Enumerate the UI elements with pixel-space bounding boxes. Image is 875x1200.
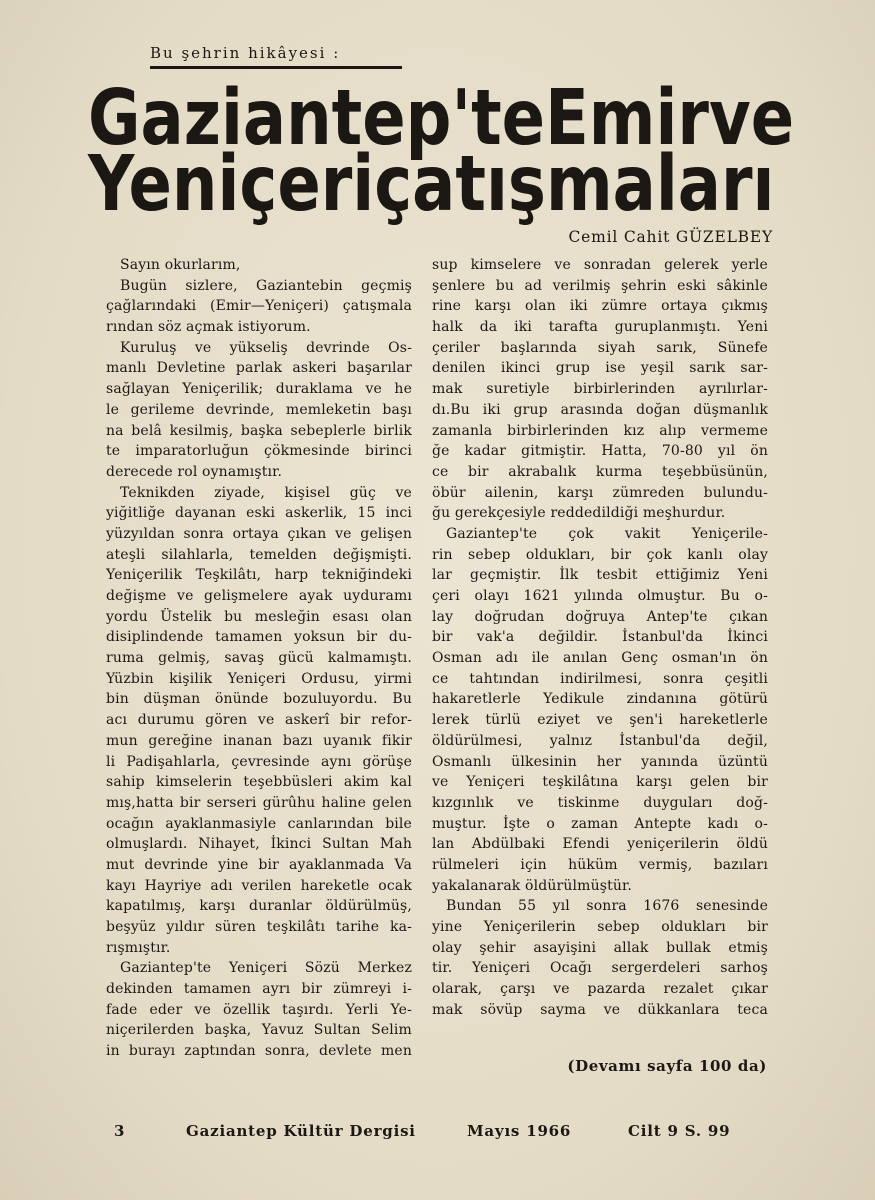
text-line: acı durumu gören ve askerî bir refor- bbox=[106, 712, 412, 729]
text-line: Kuruluş ve yükseliş devrinde Os- bbox=[120, 339, 412, 356]
text-line: Gaziantep'te Yeniçeri Sözü Merkez bbox=[120, 960, 412, 977]
text-line: Bundan 55 yıl sonra 1676 senesinde bbox=[446, 898, 768, 915]
text-line: rından söz açmak istiyorum. bbox=[106, 319, 311, 336]
text-line: rülmeleri için hüküm vermiş, bazıları bbox=[432, 856, 768, 873]
kicker-underline bbox=[150, 66, 402, 69]
text-line: li Padişahlarla, çevresinde aynı görüşe bbox=[106, 753, 412, 770]
text-line: olarak, çarşı ve pazarda rezalet çıkar bbox=[432, 981, 768, 998]
text-line: Bugün sizlere, Gaziantebin geçmiş bbox=[120, 277, 412, 294]
text-line: Osmanlı ülkesinin her yanında üzüntü bbox=[432, 753, 768, 770]
text-line: dekinden tamamen ayrı bir zümreyi i- bbox=[106, 981, 412, 998]
text-line: dı.Bu iki grup arasında doğan düşmanlık bbox=[432, 401, 768, 418]
title-word: Emir bbox=[545, 74, 709, 164]
text-line: sahip kimselerin teşebbüsleri akim kal bbox=[106, 774, 412, 791]
title-word: Gaziantep'te bbox=[88, 74, 546, 164]
text-line: rine karşı olan iki zümre ortaya çıkmış bbox=[432, 298, 768, 315]
text-line: yüzyıldan sonra ortaya çıkan ve gelişen bbox=[106, 525, 412, 542]
text-line: le gerileme devrinde, memleketin başı bbox=[106, 401, 412, 418]
text-line: değişme ve gelişmelere ayak uyduramı bbox=[106, 588, 412, 604]
text-line: lan Abdülbaki Efendi yeniçerilerin öldü bbox=[432, 836, 768, 853]
continued-note: (Devamı sayfa 100 da) bbox=[567, 1057, 767, 1075]
title-word: ve bbox=[708, 74, 795, 164]
text-line: disiplindende tamamen yoksun bir du- bbox=[106, 629, 412, 646]
text-line: fade eder ve özellik taşırdı. Yerli Ye- bbox=[106, 1001, 412, 1018]
author-byline: Cemil Cahit GÜZELBEY bbox=[568, 228, 773, 246]
text-line: Osman adı ile anılan Genç osman'ın ön bbox=[432, 650, 768, 667]
title-word: çatışmaları bbox=[374, 140, 775, 230]
text-line: mut devrinde yine bir ayaklanmada Va bbox=[106, 856, 412, 873]
text-line: kapatılmış, karşı duranlar öldürülmüş, bbox=[106, 898, 412, 915]
article-column-left bbox=[106, 255, 412, 1062]
text-line: bir vak'a değildir. İstanbul'da İkinci bbox=[432, 629, 768, 646]
text-line: muştur. İşte o zaman Antepte kadı o- bbox=[432, 815, 768, 832]
text-line: Yeniçerilik Teşkilâtı, harp tekniğindeki bbox=[106, 567, 412, 584]
text-line: te imparatorluğun çökmesinde birinci bbox=[106, 443, 412, 460]
text-line: Sayın okurlarım, bbox=[120, 257, 241, 273]
text-line: yakalanarak öldürülmüştür. bbox=[432, 877, 632, 894]
text-line: ateşli silahlarla, temelden değişmişti. bbox=[106, 546, 412, 563]
text-line: kızgınlık ve tiskinme duyguları doğ- bbox=[432, 794, 768, 811]
text-line: öldürülmesi, yalnız İstanbul'da değil, bbox=[432, 732, 768, 749]
text-line: ğu gerekçesiyle reddedildiği meşhurdur. bbox=[432, 505, 726, 522]
text-line: in burayı zaptından sonra, devlete men bbox=[106, 1043, 412, 1060]
text-line: tir. Yeniçeri Ocağı sergerdeleri sarhoş bbox=[432, 960, 768, 977]
text-line: yordu Üstelik bu mesleğin esası olan bbox=[106, 608, 412, 625]
text-line: beşyüz yıldır süren teşkilâtı tarihe ka- bbox=[106, 919, 412, 935]
text-line: ocağın ayaklanmasiyle canlarından bile bbox=[106, 815, 412, 832]
text-line: ce tahtından indirilmesi, sonra çeşitli bbox=[432, 670, 768, 687]
text-line: mış,hatta bir serseri gürûhu haline gelen bbox=[106, 794, 412, 811]
text-line: na belâ kesilmiş, başka sebeplerle birlik bbox=[106, 422, 412, 439]
text-line: Teknikden ziyade, kişisel güç ve bbox=[120, 484, 412, 501]
magazine-name: Gaziantep Kültür Dergisi bbox=[186, 1122, 416, 1140]
text-line: Gaziantep'te çok vakit Yeniçerile- bbox=[446, 525, 768, 542]
text-line: Yüzbin kişilik Yeniçeri Ordusu, yirmi bbox=[106, 670, 412, 687]
text-line: rışmıştır. bbox=[106, 939, 171, 956]
text-line: yiğitliğe dayanan eski askerlik, 15 inci bbox=[106, 505, 412, 522]
text-line: denilen ikinci grup ise yeşil sarık sar- bbox=[432, 360, 768, 377]
text-line: öbür ailenin, karşı zümreden bulundu- bbox=[432, 484, 768, 501]
text-line: derecede rol oynamıştır. bbox=[106, 463, 283, 480]
article-title-line-2 bbox=[88, 140, 775, 230]
text-line: mak suretiyle birbirlerinden ayrılırlar- bbox=[432, 381, 768, 398]
text-line: hakaretlerle Yedikule zindanına götürü bbox=[432, 691, 768, 708]
text-line: yine Yeniçerilerin sebep oldukları bir bbox=[432, 919, 768, 935]
text-line: bin düşman önünde bozuluyordu. Bu bbox=[106, 691, 412, 708]
text-line: halk da iki tarafta guruplanmıştı. Yeni bbox=[432, 319, 768, 336]
title-word: Yeniçeri bbox=[88, 140, 375, 230]
text-line: şenlere bu ad verilmiş şehrin eski sâkinle bbox=[432, 277, 768, 294]
text-line: niçerilerden başka, Yavuz Sultan Selim bbox=[106, 1022, 412, 1039]
issue-date: Mayıs 1966 bbox=[467, 1122, 572, 1140]
text-line: olay şehir asayişini allak bullak etmiş bbox=[432, 939, 768, 956]
text-line: ve Yeniçeri teşkilâtına karşı gelen bir bbox=[432, 774, 768, 791]
text-line: çeri olayı 1621 yılında olmuştur. Bu o- bbox=[432, 588, 768, 604]
text-line: ğe kadar gitmiştir. Hatta, 70-80 yıl ön bbox=[432, 443, 768, 460]
text-line: çeriler başlarında siyah sarık, Sünefe bbox=[432, 339, 768, 356]
article-column-right bbox=[432, 255, 768, 1020]
text-line: sup kimselere ve sonradan gelerek yerle bbox=[432, 257, 768, 273]
text-line: olmuşlardı. Nihayet, İkinci Sultan Mah bbox=[106, 836, 412, 853]
text-line: ruma gelmiş, savaş gücü kalmamıştı. bbox=[106, 650, 412, 667]
text-line: çağlarındaki (Emir—Yeniçeri) çatışmala bbox=[106, 298, 412, 315]
text-line: sağlayan Yeniçerilik; duraklama ve he bbox=[106, 381, 412, 398]
text-line: mun gereğine inanan bazı uyanık fikir bbox=[106, 732, 412, 749]
text-line: lay doğrudan doğruya Antep'te çıkan bbox=[432, 608, 768, 625]
volume-issue: Cilt 9 S. 99 bbox=[628, 1122, 731, 1140]
text-line: mak sövüp sayma ve dükkanlara teca bbox=[432, 1001, 768, 1018]
text-line: rin sebep oldukları, bir çok kanlı olay bbox=[432, 546, 768, 563]
text-line: manlı Devletine parlak askeri başarılar bbox=[106, 360, 412, 377]
text-line: kayı Hayriye adı verilen hareketle ocak bbox=[106, 877, 412, 894]
text-line: ce bir akrabalık kurma teşebbüsünün, bbox=[432, 463, 768, 480]
text-line: lerek türlü eziyet ve şen'i hareketlerle bbox=[432, 712, 768, 729]
text-line: zamanla birbirlerinden kız alıp vermeme bbox=[432, 422, 768, 439]
text-line: lar geçmiştir. İlk tesbit ettiğimiz Yeni bbox=[432, 567, 768, 584]
page-number: 3 bbox=[114, 1122, 126, 1140]
section-kicker: Bu şehrin hikâyesi : bbox=[150, 44, 341, 62]
